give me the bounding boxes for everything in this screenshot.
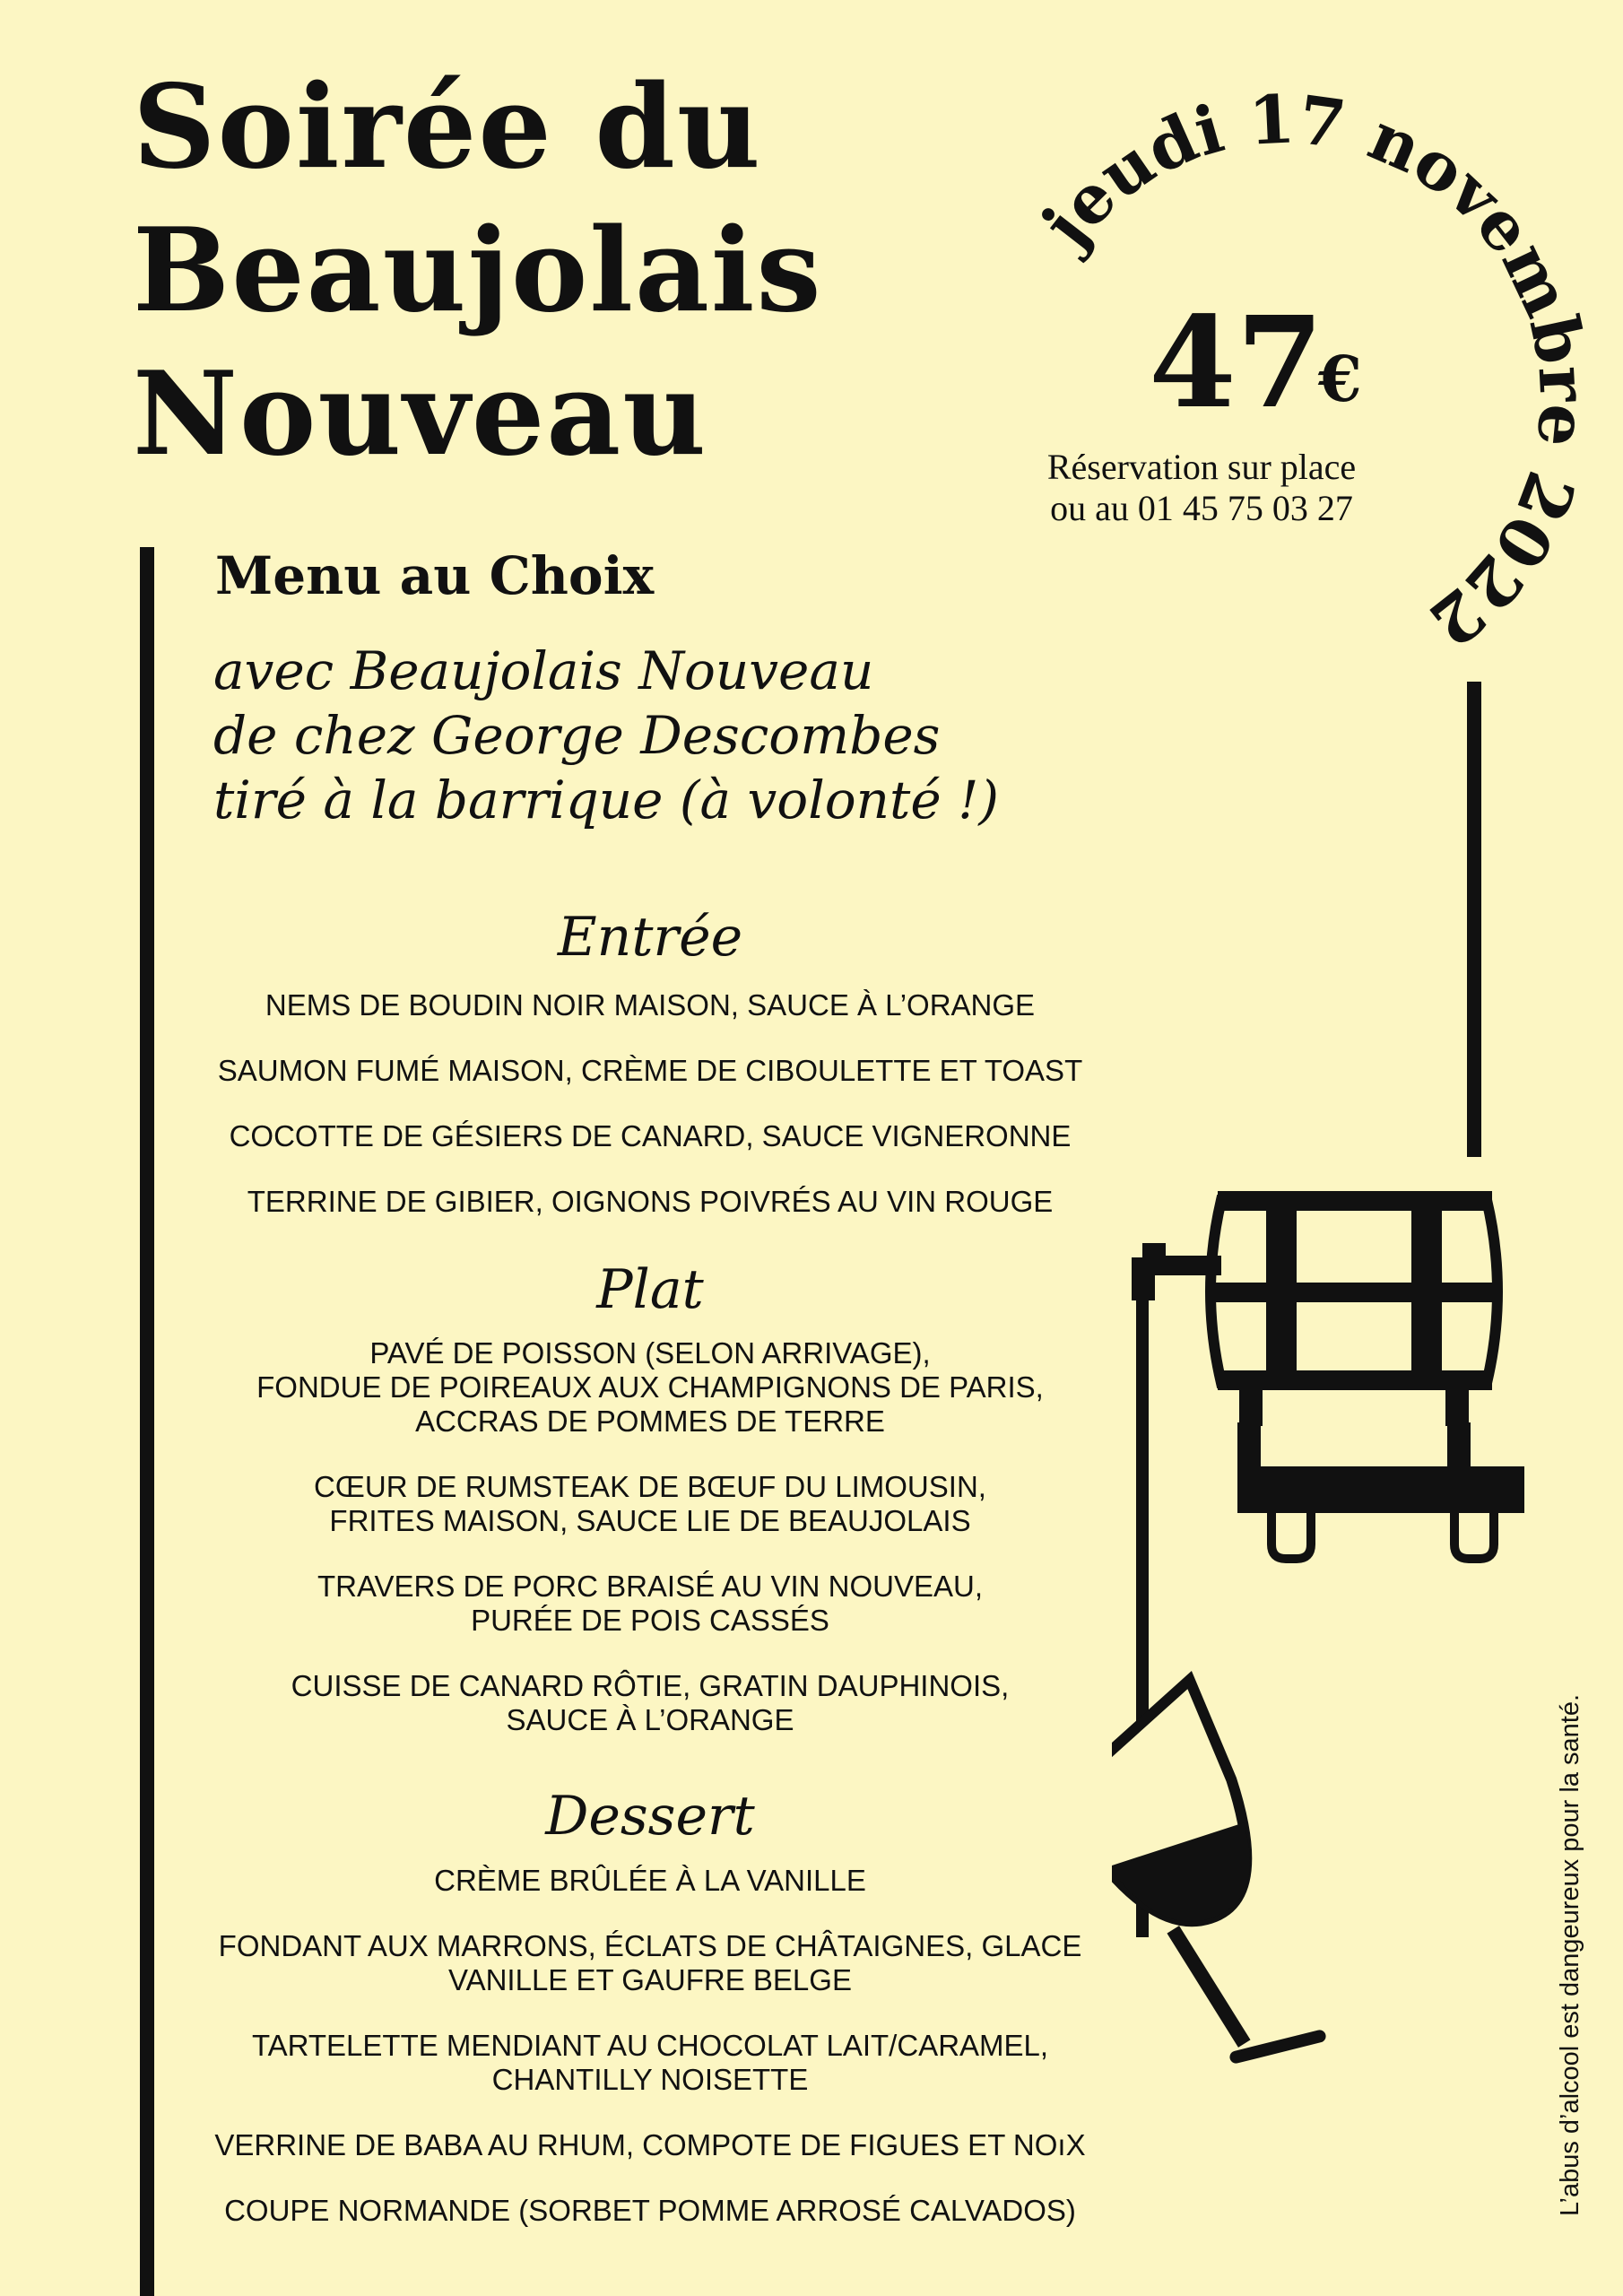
menu-item: TARTELETTE MENDIANT AU CHOCOLAT LAIT/CARAMEL, CHANTILLY NOISETTE: [251, 2029, 1049, 2096]
menu-item: TRAVERS DE PORC BRAISÉ AU VIN NOUVEAU, PURÉE DE POIS CASSÉS: [317, 1570, 984, 1637]
subtitle-line-2: de chez George Descombes: [213, 705, 941, 766]
title-line-1: Soirée du: [133, 60, 762, 195]
menu-subtitle: [213, 639, 999, 832]
menu-item: COUPE NORMANDE (SORBET POMME ARROSÉ CALVADOS): [224, 2194, 1076, 2227]
barrel-glass-final: [1112, 1157, 1578, 2090]
menu-item: COCOTTE DE GÉSIERS DE CANARD, SAUCE VIGNERONNE: [229, 1119, 1072, 1152]
menu-item: SAUMON FUMÉ MAISON, CRÈME DE CIBOULETTE ET TOAST: [217, 1054, 1083, 1087]
section-title-plat: Plat: [596, 1258, 704, 1321]
title-line-3: Nouveau: [133, 347, 708, 482]
price-value: 47: [1149, 290, 1324, 437]
price-currency: €: [1318, 342, 1362, 416]
menu-item: PAVÉ DE POISSON (SELON ARRIVAGE), FONDUE DE POIREAUX AUX CHAMPIGNONS DE PARIS, ACCRAS DE POMMES DE TERRE: [256, 1336, 1044, 1438]
poster-title: [133, 56, 823, 486]
menu-item: CUISSE DE CANARD RÔTIE, GRATIN DAUPHINOIS, SAUCE À L’ORANGE: [291, 1669, 1010, 1736]
reservation-line-2: ou au 01 45 75 03 27: [1050, 488, 1353, 528]
entree-list: [152, 988, 1148, 1250]
menu-item: CRÈME BRÛLÉE À LA VANILLE: [434, 1864, 866, 1897]
subtitle-line-1: avec Beaujolais Nouveau: [213, 640, 874, 701]
title-line-2: Beaujolais: [133, 204, 823, 338]
event-date: jeudi 17 novembre 2022: [1028, 81, 1602, 662]
section-title-entree: Entrée: [557, 906, 743, 969]
dessert-list: [152, 1864, 1148, 2259]
subtitle-line-3: tiré à la barrique (à volonté !): [213, 770, 1000, 831]
menu-title: Menu au Choix: [215, 545, 655, 606]
price: [1094, 290, 1417, 437]
menu-item: TERRINE DE GIBIER, OIGNONS POIVRÉS AU VIN ROUGE: [247, 1185, 1054, 1218]
menu-item: VERRINE DE BABA AU RHUM, COMPOTE DE FIGUES ET NOıX: [214, 2128, 1086, 2161]
menu-item: CŒUR DE RUMSTEAK DE BŒUF DU LIMOUSIN, FRITES MAISON, SAUCE LIE DE BEAUJOLAIS: [314, 1470, 986, 1537]
health-warning: L’abus d’alcool est dangeureux pour la santé.: [1556, 1693, 1584, 2217]
reservation-line-1: Réservation sur place: [1046, 447, 1357, 487]
menu-item: NEMS DE BOUDIN NOIR MAISON, SAUCE À L’ORANGE: [265, 988, 1036, 1022]
section-title-dessert: Dessert: [545, 1785, 755, 1848]
reservation-info: [1004, 447, 1399, 529]
menu-item: FONDANT AUX MARRONS, ÉCLATS DE CHÂTAIGNES, GLACE VANILLE ET GAUFRE BELGE: [218, 1929, 1082, 1996]
plat-list: [152, 1336, 1148, 1769]
